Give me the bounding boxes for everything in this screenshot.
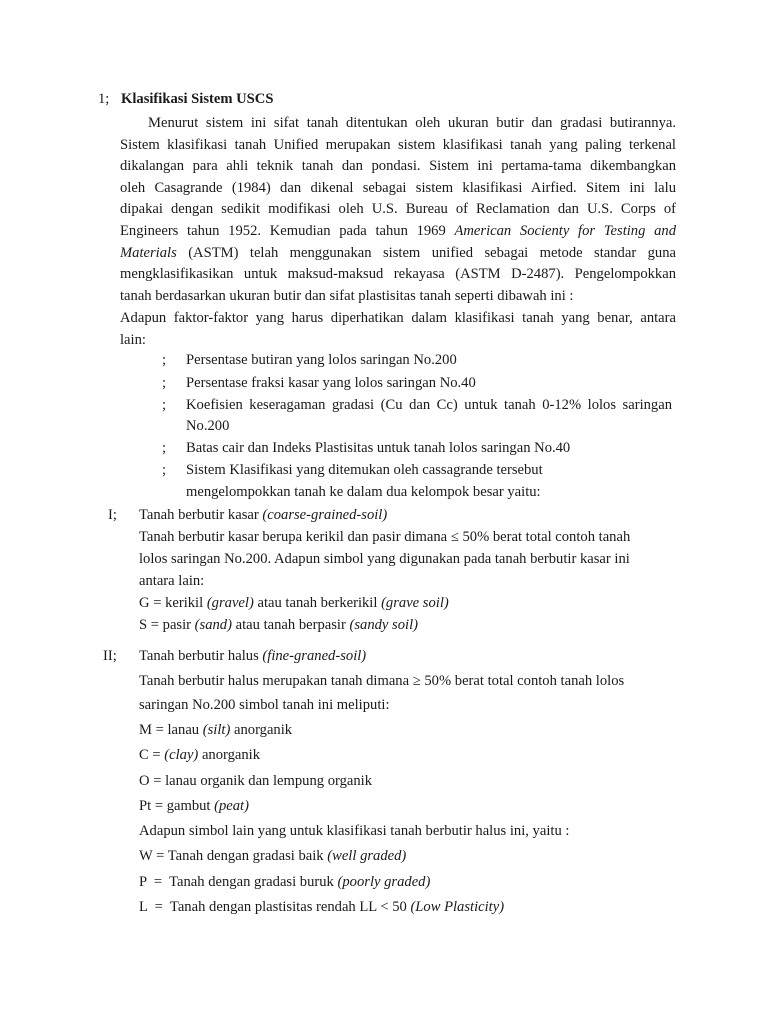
symbol-text: Pt = gambut xyxy=(139,798,215,814)
symbol-definition xyxy=(139,798,249,815)
list-item-continuation: mengelompokkan tanah ke dalam dua kelompok besar yaitu: xyxy=(186,484,541,500)
text-line: Tanah berbutir kasar berupa kerikil dan pasir dimana ≤ 50% berat total contoh tanah xyxy=(139,529,631,545)
text-line: saringan No.200 simbol tanah ini meliputi: xyxy=(139,697,390,713)
symbol-text: P = Tanah dengan gradasi buruk xyxy=(139,874,338,890)
symbol-english: (gravel) xyxy=(206,595,254,611)
list-bullet: ; xyxy=(162,352,167,368)
symbol-text: W = Tanah dengan gradasi baik xyxy=(139,848,328,864)
list-bullet: ; xyxy=(162,397,167,413)
symbol-text: S = pasir xyxy=(139,617,195,633)
list-item: Persentase butiran yang lolos saringan No.200 xyxy=(186,352,457,368)
text-line: dikalangan para ahli teknik tanah dan pondasi. Sistem ini pertama-tama dikembangkan xyxy=(120,158,676,175)
symbol-text: anorganik xyxy=(198,747,261,763)
text-line: Adapun simbol lain yang untuk klasifikasi tanah berbutir halus ini, yaitu : xyxy=(139,823,570,839)
section-number: 1; xyxy=(98,91,110,107)
symbol-text: O = lanau organik dan lempung organik xyxy=(139,773,373,789)
symbol-english: (poorly graded) xyxy=(337,874,431,890)
symbol-english: (sand) xyxy=(194,617,232,633)
symbol-text: atau tanah berkerikil xyxy=(253,595,382,611)
symbol-english: (grave soil) xyxy=(381,595,449,611)
list-item: Batas cair dan Indeks Plastisitas untuk tanah lolos saringan No.40 xyxy=(186,440,571,456)
heading-english: (fine-graned-soil) xyxy=(262,648,367,664)
symbol-text: M = lanau xyxy=(139,722,203,738)
intro-paragraph xyxy=(120,113,676,307)
symbol-definition xyxy=(139,848,406,865)
text-line: lolos saringan No.200. Adapun simbol yang digunakan pada tanah berbutir kasar ini xyxy=(139,551,630,567)
symbol-english: (Low Plasticity) xyxy=(410,899,505,915)
list-bullet: ; xyxy=(162,440,167,456)
symbol-english: (well graded) xyxy=(327,848,407,864)
list-item: Sistem Klasifikasi yang ditemukan oleh cassagrande tersebut xyxy=(186,462,543,478)
subsection-heading xyxy=(139,507,387,524)
text-line xyxy=(120,221,676,243)
symbol-definition xyxy=(139,722,292,739)
symbol-definition xyxy=(139,773,372,790)
symbol-definition xyxy=(139,595,449,612)
symbol-definition xyxy=(139,617,418,634)
symbol-definition xyxy=(139,747,260,764)
text-segment: (ASTM) telah menggunakan sistem unified sebagai metode standar guna xyxy=(176,244,676,261)
text-line: Tanah berbutir halus merupakan tanah dimana ≥ 50% berat total contoh tanah lolos xyxy=(139,673,625,689)
text-line: Menurut sistem ini sifat tanah ditentukan oleh ukuran butir dan gradasi butirannya. xyxy=(148,115,676,131)
subsection-heading xyxy=(139,648,366,665)
heading-text: Tanah berbutir halus xyxy=(139,648,263,664)
symbol-definition xyxy=(139,874,430,891)
factors-paragraph xyxy=(120,308,676,351)
symbol-text: atau tanah berpasir xyxy=(231,617,350,633)
symbol-english: (peat) xyxy=(214,798,249,814)
text-line: tanah berdasarkan ukuran butir dan sifat plastisitas tanah seperti dibawah ini : xyxy=(120,287,574,304)
list-item-continuation: No.200 xyxy=(186,418,230,434)
symbol-english: (sandy soil) xyxy=(349,617,418,633)
text-segment: Engineers tahun 1952. Kemudian pada tahun 1969 xyxy=(120,222,455,239)
astm-name-part: American Socienty for Testing and xyxy=(454,222,676,239)
text-line: mengklasifikasikan untuk maksud-maksud rekayasa (ASTM D-2487). Pengelompokkan xyxy=(120,266,676,283)
text-line: oleh Casagrande (1984) dan dikenal sebagai sistem klasifikasi Airfied. Sitem ini lalu xyxy=(120,179,676,196)
symbol-text: C = xyxy=(139,747,165,763)
symbol-text: L = Tanah dengan plastisitas rendah LL < 50 xyxy=(139,899,411,915)
section-title: Klasifikasi Sistem USCS xyxy=(121,91,274,107)
text-line: Adapun faktor-faktor yang harus diperhatikan dalam klasifikasi tanah yang benar, antara xyxy=(120,310,676,326)
symbol-english: (silt) xyxy=(202,722,231,738)
heading-english: (coarse-grained-soil) xyxy=(262,507,388,523)
symbol-text: G = kerikil xyxy=(139,595,207,611)
subsection-number: I; xyxy=(108,507,117,523)
list-bullet: ; xyxy=(162,375,167,391)
text-line: Sistem klasifikasi tanah Unified merupakan sistem klasifikasi tanah yang paling terkenal xyxy=(120,136,676,153)
list-item: Persentase fraksi kasar yang lolos saringan No.40 xyxy=(186,375,476,391)
list-item: Koefisien keseragaman gradasi (Cu dan Cc) untuk tanah 0-12% lolos saringan xyxy=(186,397,672,413)
text-line xyxy=(120,243,676,265)
text-line: lain: xyxy=(120,331,146,348)
subsection-number: II; xyxy=(103,648,117,664)
symbol-definition xyxy=(139,899,504,916)
heading-text: Tanah berbutir kasar xyxy=(139,507,263,523)
astm-name-part: Materials xyxy=(120,244,177,261)
symbol-english: (clay) xyxy=(164,747,199,763)
text-line: dipakai dengan sedikit modifikasi oleh U.S. Bureau of Reclamation dan U.S. Corps of xyxy=(120,201,676,218)
text-line: antara lain: xyxy=(139,573,205,589)
list-bullet: ; xyxy=(162,462,167,478)
symbol-text: anorganik xyxy=(230,722,293,738)
